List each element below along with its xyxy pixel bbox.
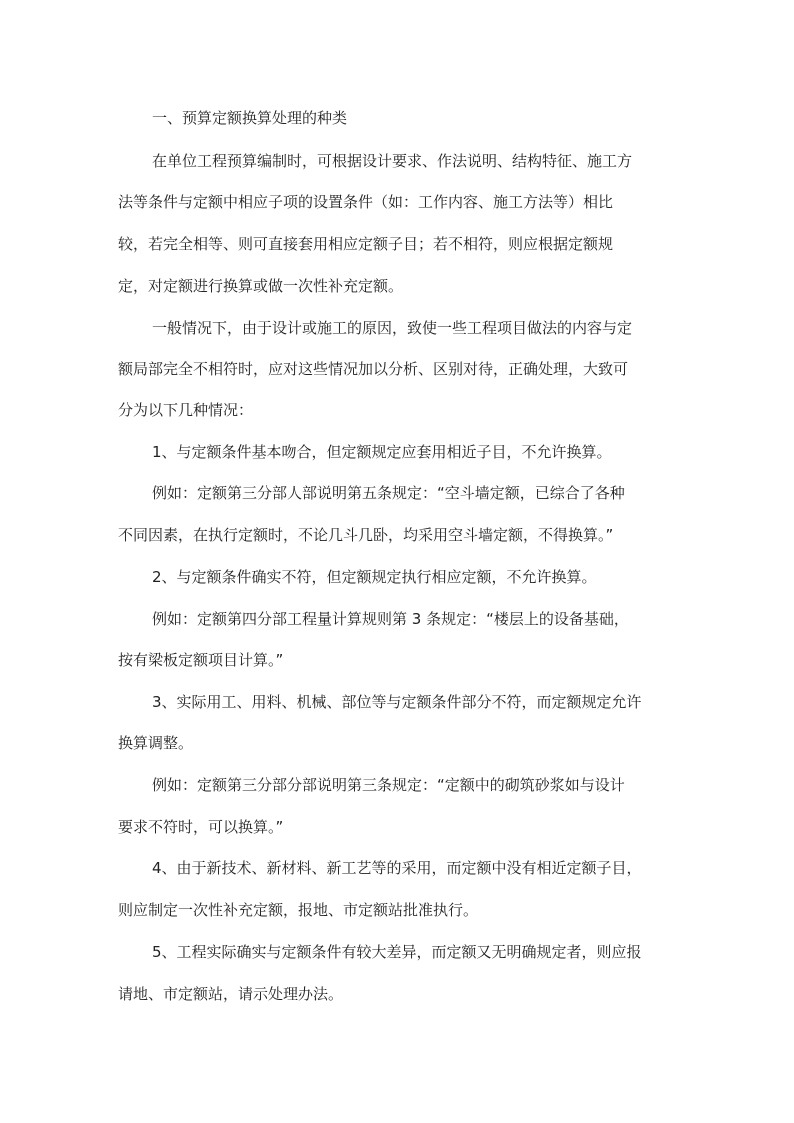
example-line: 例如：定额第三分部分部说明第三条规定：“定额中的砌筑砂浆如与设计 (152, 776, 625, 794)
example-line: 按有梁板定额项目计算。” (118, 651, 284, 669)
list-item-continued: 换算调整。 (118, 734, 194, 752)
paragraph-line: 定，对定额进行换算或做一次性补充定额。 (118, 277, 404, 295)
paragraph-line: 法等条件与定额中相应子项的设置条件（如：工作内容、施工方法等）相比 (118, 193, 614, 211)
paragraph-line: 分为以下几种情况： (118, 401, 254, 419)
paragraph-line: 额局部完全不相符时，应对这些情况加以分析、区别对待，正确处理，大致可 (118, 360, 629, 378)
list-item-continued: 请地、市定额站，请示处理办法。 (118, 985, 344, 1003)
list-item: 5、工程实际确实与定额条件有较大差异，而定额又无明确规定者，则应报 (152, 943, 642, 961)
list-item: 3、实际用工、用料、机械、部位等与定额条件部分不符，而定额规定允许 (152, 693, 642, 711)
paragraph-line: 一般情况下，由于设计或施工的原因，致使一些工程项目做法的内容与定 (152, 319, 633, 337)
section-heading: 一、预算定额换算处理的种类 (152, 109, 348, 127)
list-item: 2、与定额条件确实不符，但定额规定执行相应定额，不允许换算。 (152, 568, 597, 586)
paragraph-line: 在单位工程预算编制时，可根据设计要求、作法说明、结构特征、施工方 (152, 152, 633, 170)
list-item: 1、与定额条件基本吻合，但定额规定应套用相近子目，不允许换算。 (152, 443, 612, 461)
example-line: 不同因素，在执行定额时，不论几斗几卧，均采用空斗墙定额，不得换算。” (118, 526, 614, 544)
example-line: 要求不符时，可以换算。” (118, 818, 284, 836)
list-item-continued: 则应制定一次性补充定额，报地、市定额站批准执行。 (118, 901, 479, 919)
example-line: 例如：定额第四分部工程量计算规则第 3 条规定：“楼层上的设备基础， (152, 610, 629, 628)
example-line: 例如：定额第三分部人部说明第五条规定：“空斗墙定额，已综合了各种 (152, 484, 625, 502)
paragraph-line: 较，若完全相等、则可直接套用相应定额子目；若不相符，则应根据定额规 (118, 235, 614, 253)
list-item: 4、由于新技术、新材料、新工艺等的采用，而定额中没有相近定额子目， (152, 859, 642, 877)
